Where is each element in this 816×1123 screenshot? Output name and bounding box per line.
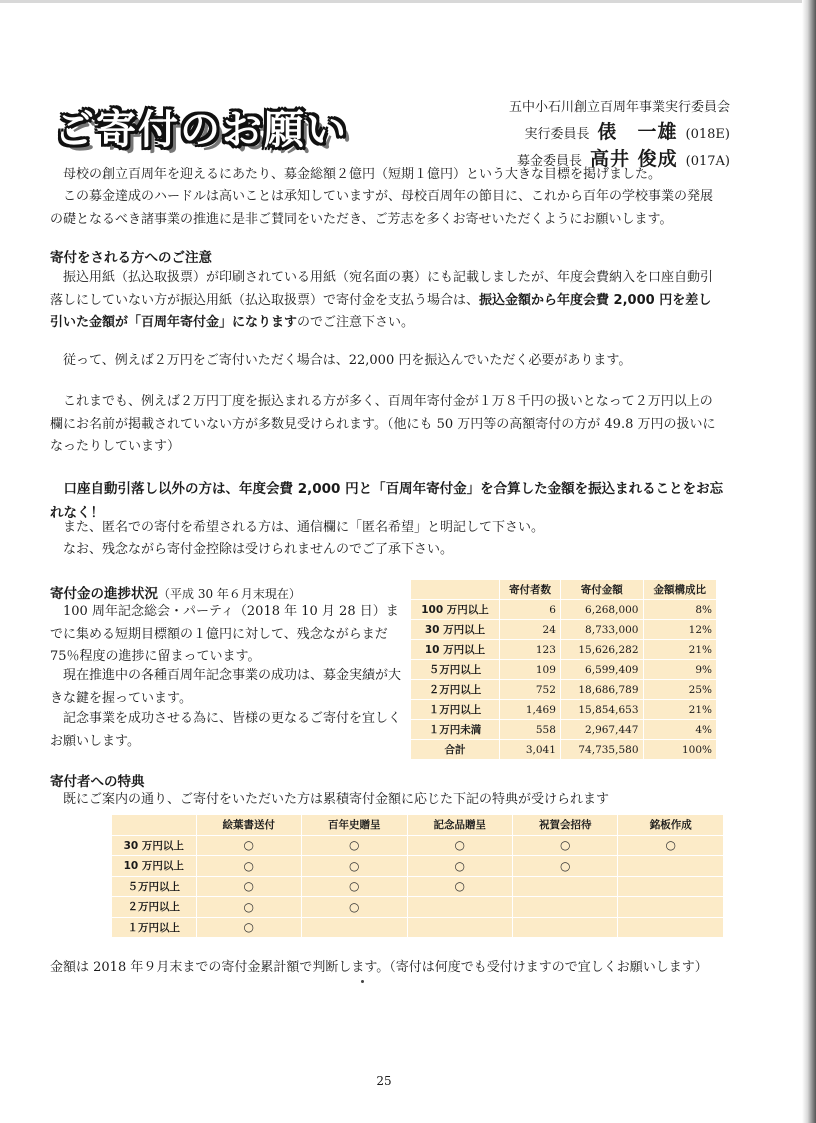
progress-row-amount: 15,626,282 xyxy=(560,640,643,660)
progress-heading-text: 寄付金の進捗状況 xyxy=(50,586,158,602)
benefits-intro: 既にご案内の通り、ご寄付をいただいた方は累積寄付金額に応じた下記の特典が受けられます xyxy=(63,792,610,807)
caution-heading: 寄付をされる方へのご注意 xyxy=(50,250,212,266)
benefit-mark-cell xyxy=(512,897,617,918)
benefit-mark-cell: ○ xyxy=(407,856,512,877)
benefit-mark-cell: ○ xyxy=(407,835,512,856)
progress-row-amount: 2,967,447 xyxy=(560,720,643,740)
progress-header-amount: 寄付金額 xyxy=(560,580,643,600)
benefits-row-label: １万円以上 xyxy=(112,917,196,938)
benefits-header-history-book: 百年史贈呈 xyxy=(302,815,407,835)
benefit-mark-cell: ○ xyxy=(512,856,617,877)
benefit-mark-cell: ○ xyxy=(302,876,407,897)
caution-paragraph-4: また、匿名での寄付を希望される方は、通信欄に「匿名希望」と明記して下さい。 xyxy=(63,520,545,535)
benefits-row-label: 10 万円以上 xyxy=(112,856,196,877)
fund-name: 高井 俊成 xyxy=(590,148,678,170)
progress-row-amount: 6,599,409 xyxy=(560,660,643,680)
progress-row-label: １万円未満 xyxy=(411,720,500,740)
benefit-mark-cell xyxy=(618,876,724,897)
progress-row-count: 123 xyxy=(500,640,561,660)
chair-name: 俵 一雄 xyxy=(597,121,678,143)
progress-row-count: 558 xyxy=(500,720,561,740)
progress-row-amount: 74,735,580 xyxy=(560,740,643,760)
progress-row xyxy=(411,680,717,700)
stray-dot xyxy=(361,980,364,983)
caution-paragraph-2: 従って、例えば２万円をご寄付いただく場合は、22,000 円を振込んでいただく必要があります。 xyxy=(63,353,632,368)
progress-row-amount: 8,733,000 xyxy=(560,620,643,640)
progress-row-label: １万円以上 xyxy=(411,700,500,720)
benefit-mark-cell xyxy=(407,897,512,918)
page-title: ご寄付のお願い xyxy=(54,107,348,153)
chair-code: (018E) xyxy=(685,127,730,142)
progress-row xyxy=(411,640,717,660)
progress-heading-note: （平成 30 年６月末現在） xyxy=(158,587,301,601)
progress-row-ratio: 100% xyxy=(643,740,717,760)
progress-row-ratio: 21% xyxy=(643,640,717,660)
chair-line xyxy=(440,120,730,147)
progress-row-count: 6 xyxy=(500,600,561,620)
progress-row-ratio: 25% xyxy=(643,680,717,700)
fund-role: 募金委員長 xyxy=(517,154,583,169)
progress-row xyxy=(411,600,717,620)
benefits-row-label: 30 万円以上 xyxy=(112,835,196,856)
progress-heading xyxy=(50,582,301,602)
benefits-row xyxy=(112,856,724,877)
page-number: 25 xyxy=(376,1074,392,1088)
progress-row-amount: 18,686,789 xyxy=(560,680,643,700)
progress-row-count: 24 xyxy=(500,620,561,640)
progress-table-body xyxy=(411,600,717,760)
benefit-mark-cell: ○ xyxy=(512,835,617,856)
progress-header-ratio: 金額構成比 xyxy=(643,580,717,600)
benefit-mark-cell: ○ xyxy=(196,876,301,897)
caution-p1-a: 振込用紙（払込取扱票）が印刷されている用紙（宛名面の裏）にも記載しましたが、年度会費納入を口座自動引落しにしていない方が振込用紙（払込取扱票）で寄付金を支払う場合は、 xyxy=(50,270,714,308)
progress-row-ratio: 4% xyxy=(643,720,717,740)
benefit-mark-cell: ○ xyxy=(618,835,724,856)
benefits-row xyxy=(112,876,724,897)
progress-row-ratio: 8% xyxy=(643,600,717,620)
benefits-heading: 寄付者への特典 xyxy=(50,774,145,790)
progress-row-label: ５万円以上 xyxy=(411,660,500,680)
progress-row xyxy=(411,720,717,740)
benefits-header-souvenir: 記念品贈呈 xyxy=(407,815,512,835)
progress-table-header xyxy=(411,580,717,600)
benefit-mark-cell: ○ xyxy=(196,856,301,877)
progress-row-label: 合計 xyxy=(411,740,500,760)
benefit-mark-cell: ○ xyxy=(302,835,407,856)
intro-paragraph-1: 母校の創立百周年を迎えるにあたり、募金総額２億円（短期１億円）という大きな目標を掲げました。 xyxy=(63,167,662,182)
progress-row-ratio: 21% xyxy=(643,700,717,720)
benefit-mark-cell xyxy=(512,917,617,938)
progress-table xyxy=(411,580,717,760)
progress-row-label: 30 万円以上 xyxy=(411,620,500,640)
benefit-mark-cell xyxy=(512,876,617,897)
benefits-table-body xyxy=(112,835,724,938)
intro-paragraph-2: この募金達成のハードルは高いことは承知していますが、母校百周年の節目に、これから百年の学校事業の発展の礎となるべき諸事業の推進に是非ご賛同をいただき、ご芳志を多くお寄せいただくようにお願いします。 xyxy=(50,189,714,227)
benefit-mark-cell: ○ xyxy=(407,876,512,897)
progress-row-label: 100 万円以上 xyxy=(411,600,500,620)
benefit-mark-cell: ○ xyxy=(196,917,301,938)
progress-row xyxy=(411,620,717,640)
progress-paragraph-1: 100 周年記念総会・パーティ（2018 年 10 月 28 日）までに集める短期目標額の１億円に対して、残念ながらまだ 75％程度の進捗に留まっています。 xyxy=(50,604,399,664)
benefits-header-party-invite: 祝賀会招待 xyxy=(512,815,617,835)
progress-row-amount: 6,268,000 xyxy=(560,600,643,620)
progress-row-ratio: 9% xyxy=(643,660,717,680)
committee-org: 五中小石川創立百周年事業実行委員会 xyxy=(508,100,730,115)
caution-p1-c: のでご注意下さい。 xyxy=(297,315,415,330)
caution-bold-notice: 口座自動引落し以外の方は、年度会費 2,000 円と「百周年寄付金」を合算した金額を振込まれることをお忘れなく！ xyxy=(50,481,724,521)
progress-row xyxy=(411,740,717,760)
benefit-mark-cell: ○ xyxy=(302,856,407,877)
progress-row-count: 3,041 xyxy=(500,740,561,760)
benefits-row xyxy=(112,835,724,856)
caution-paragraph-1 xyxy=(50,267,716,335)
benefit-mark-cell xyxy=(407,917,512,938)
progress-paragraph-3: 記念事業を成功させる為に、皆様の更なるご寄付を宜しくお願いします。 xyxy=(50,711,402,749)
progress-row-count: 752 xyxy=(500,680,561,700)
progress-row xyxy=(411,660,717,680)
benefit-mark-cell xyxy=(618,856,724,877)
progress-row-label: 10 万円以上 xyxy=(411,640,500,660)
benefit-mark-cell xyxy=(302,917,407,938)
benefits-row-label: ２万円以上 xyxy=(112,897,196,918)
benefits-row-label: ５万円以上 xyxy=(112,876,196,897)
progress-row-count: 109 xyxy=(500,660,561,680)
committee-block xyxy=(440,96,730,174)
benefits-header-nameplate: 銘板作成 xyxy=(618,815,724,835)
progress-row-amount: 15,854,653 xyxy=(560,700,643,720)
caution-paragraph-3: これまでも、例えば２万円丁度を振込まれる方が多く、百周年寄付金が１万８千円の扱いとなって２万円以上の欄にお名前が掲載されていない方が多数見受けられます。（他にも 50 万円等の高額寄付の方が 49.8 万円の扱いになったりしています） xyxy=(50,394,716,454)
caution-paragraph-5: なお、残念ながら寄付金控除は受けられませんのでご了承下さい。 xyxy=(63,542,454,557)
progress-row-label: ２万円以上 xyxy=(411,680,500,700)
scan-edge-right xyxy=(802,0,816,1123)
benefit-mark-cell xyxy=(618,917,724,938)
benefits-row xyxy=(112,917,724,938)
benefit-mark-cell: ○ xyxy=(196,897,301,918)
benefits-table xyxy=(112,815,724,938)
caution-p1-bold: 振込金額から年度会費 2,000 円を差し引いた金額が「百周年寄付金」になります xyxy=(50,292,712,330)
progress-header-count: 寄付者数 xyxy=(500,580,561,600)
progress-row xyxy=(411,700,717,720)
chair-role: 実行委員長 xyxy=(524,127,590,142)
benefit-mark-cell: ○ xyxy=(196,835,301,856)
benefit-mark-cell xyxy=(618,897,724,918)
progress-row-count: 1,469 xyxy=(500,700,561,720)
benefits-row xyxy=(112,897,724,918)
progress-header-blank xyxy=(411,580,500,600)
benefit-mark-cell: ○ xyxy=(302,897,407,918)
progress-paragraph-2: 現在推進中の各種百周年記念事業の成功は、募金実績が大きな鍵を握っています。 xyxy=(50,668,402,706)
scan-edge-top xyxy=(0,0,816,3)
fund-code: (017A) xyxy=(685,154,730,169)
footnote: 金額は 2018 年９月末までの寄付金累計額で判断します。（寄付は何度でも受付けますので宜しくお願いします） xyxy=(50,960,708,975)
benefits-header-blank xyxy=(112,815,196,835)
benefits-table-header xyxy=(112,815,724,835)
progress-row-ratio: 12% xyxy=(643,620,717,640)
benefits-header-postcard: 絵葉書送付 xyxy=(196,815,301,835)
